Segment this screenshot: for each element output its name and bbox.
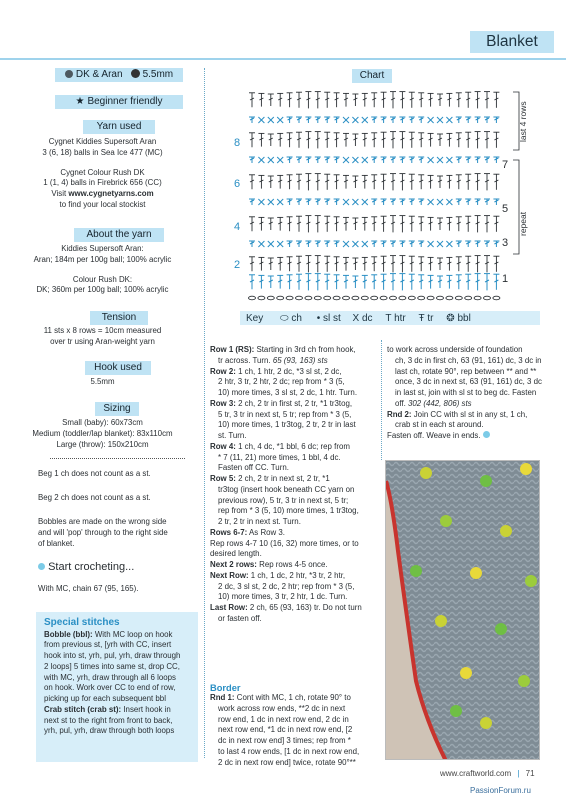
pattern-line [387, 410, 547, 421]
bobble-mark [495, 623, 507, 635]
hook-size-text: 5.5mm [90, 377, 115, 386]
row-text: ch, 3 dc in first ch, 63 (91, 161) dc, 3 dc in [395, 355, 542, 365]
row-label: Rows 6-7: [210, 527, 248, 537]
bobble-mark [420, 467, 432, 479]
bobble-line: from previous st, [yrh with CC, insert [44, 640, 172, 650]
pattern-line [210, 603, 380, 614]
row-text: 2 dc, 3 sl st, 2 dc, 2 htr; rep from * 3 (5, [218, 581, 355, 591]
pattern-line [387, 420, 547, 431]
row-text: work across row ends, **2 dc in next [218, 703, 346, 713]
pattern-line [210, 614, 380, 625]
pattern-line [210, 377, 380, 388]
pattern-line [210, 410, 380, 421]
sizing-label: Sizing [95, 402, 139, 416]
crab-def [44, 705, 199, 716]
bobble-mark [520, 463, 532, 475]
special-title: Special stitches [44, 617, 120, 628]
pattern-line [210, 528, 380, 539]
bobble-mark [480, 717, 492, 729]
row-text: 10) more times, 3 tr, 2 htr, 1 dc. Turn. [218, 592, 348, 602]
pattern-line [210, 388, 380, 399]
cygnet-url-link[interactable]: www.cygnetyarns.com [68, 189, 154, 198]
page-number: 71 [525, 769, 535, 778]
yarn-used-text [10, 137, 195, 211]
yarn-used-line: to find your local stockist [59, 199, 146, 209]
bobble-mark [518, 675, 530, 687]
pattern-line [210, 367, 380, 378]
bobble-mark [440, 515, 452, 527]
page-title: Blanket [470, 31, 554, 53]
crochet-chart [230, 84, 550, 308]
pattern-rows-right [387, 345, 547, 442]
key-ch: ch [291, 313, 302, 324]
start-text: With MC, chain 67 (95, 165). [38, 584, 139, 593]
pattern-line [210, 725, 380, 736]
row-text: Join CC with sl st in any st, 1 ch, [411, 409, 528, 419]
bobble-def [44, 630, 199, 641]
tr-icon: Ŧ [418, 313, 425, 324]
htr-icon: T [385, 313, 392, 324]
bobble-mark [480, 475, 492, 487]
pattern-line [210, 539, 380, 550]
row-text: last ch, rotate 90°, rep between ** and ** [395, 366, 537, 376]
pattern-line [210, 517, 380, 528]
yarn-used-line: Cygnet Colour Rush DK [60, 167, 145, 177]
footer-site[interactable]: www.craftworld.com [440, 769, 512, 778]
row-text: Rep rows 4-7 10 (16, 32) more times, or to [210, 538, 359, 548]
yarn-used-line: 1 (1, 4) balls in Firebrick 656 (CC) [43, 178, 162, 188]
row-text: * 7 (11, 21) more times, 1 bbl, 4 dc. [218, 452, 341, 462]
crab-line: yrh, pul, yrh, draw through both loops [44, 726, 175, 736]
bobble-line: 2 loops] 5 times into same st, drop CC, [44, 661, 180, 671]
pattern-line [210, 506, 380, 517]
pattern-line [210, 715, 380, 726]
row-text: Fasten off CC. Turn. [218, 463, 289, 473]
row-number-4: 4 [234, 221, 241, 233]
bobble-mark [450, 705, 462, 717]
row-label: Next 2 rows: [210, 560, 257, 569]
hook-used-label: Hook used [85, 361, 151, 375]
bobble-line: With MC loop on hook [92, 629, 173, 639]
row-text: 10) more times, 1 tr3tog, 2 tr, 2 tr in last [218, 420, 356, 430]
pattern-line [210, 485, 380, 496]
row-label: Rnd 1: [210, 693, 235, 702]
pattern-line [210, 474, 380, 485]
row-text: once, 3 dc in next st, 63 (91, 161) dc, 3 dc [395, 377, 542, 387]
row-number-5: 5 [502, 203, 509, 215]
bobble-mark [410, 565, 422, 577]
pattern-line [210, 736, 380, 747]
chain-icon: ⬭ [280, 313, 289, 324]
key-bbl: bbl [457, 313, 471, 324]
yarn-weight-text: DK & Aran [75, 69, 123, 80]
pattern-line [210, 431, 380, 442]
border-rows [210, 693, 380, 768]
row-label: Row 1 (RS): [210, 345, 255, 354]
star-icon: ★ [75, 96, 85, 107]
pattern-line [210, 747, 380, 758]
row-text: 2 tr, 2 tr in next st. Turn. [218, 517, 301, 526]
row-text: 10) more times, 3 sl st, 2 dc, 1 htr. Turn. [218, 388, 358, 397]
pattern-line [210, 693, 380, 704]
footer-sep: | [517, 769, 520, 778]
row-number-6: 6 [234, 178, 241, 190]
row-label: Row 5: [210, 474, 236, 483]
bullet-icon [38, 563, 45, 570]
sizing-line: Large (throw): 150x210cm [56, 439, 149, 449]
pattern-line [210, 496, 380, 507]
pattern-line [387, 399, 547, 410]
dc-icon: X [352, 313, 360, 324]
row-text: dc in next row end] 3 times; rep from * [218, 736, 351, 745]
about-line: Colour Rush DK: [72, 274, 133, 284]
pattern-line [387, 388, 547, 399]
row-text: rep from * 3 (5, 10) more times, 1 tr3tog, [218, 506, 359, 516]
skill-label [55, 95, 183, 109]
row-text: row end, 1 dc in next row end, 2 dc in [218, 714, 349, 724]
stitch-count: 65 (93, 163) sts [272, 355, 328, 365]
yarn-used-line [10, 189, 195, 200]
note-line: of blanket. [38, 538, 75, 548]
row-text: Rep rows 4-5 once. [256, 560, 328, 569]
pattern-line [387, 367, 547, 378]
row-label: Last Row: [210, 603, 248, 612]
about-line: Aran; 184m per 100g ball; 100% acrylic [33, 254, 172, 264]
row-text: 2 dc in next row end] twice, rotate 90°** [218, 757, 356, 767]
pattern-line [210, 399, 380, 410]
row-text: Cont with MC, 1 ch, rotate 90° to [234, 693, 351, 702]
pattern-rows [210, 345, 380, 625]
pattern-line [210, 420, 380, 431]
row-text: or fasten off. [218, 613, 262, 623]
side-label-repeat: repeat [518, 211, 528, 236]
row-number-1: 1 [502, 273, 509, 285]
row-label: Next Row: [210, 570, 249, 580]
key-slst: sl st [322, 313, 341, 324]
row-text: st. Turn. [218, 431, 247, 440]
bobble-line: on hook. Work over CC to end of row, [44, 683, 176, 693]
stitch-count: 302 (442, 806) sts [408, 398, 472, 408]
pattern-line [210, 463, 380, 474]
row-label: Rnd 2: [387, 409, 412, 419]
pattern-line [210, 549, 380, 560]
pattern-line [210, 571, 380, 582]
crab-line: next st to the right from front to back, [44, 715, 173, 725]
row-text: 5 tr, 3 tr in next st, 5 tr; rep from * 3 (5, [218, 409, 352, 419]
yarn-used-line: 3 (6, 18) balls in Sea Ice 477 (MC) [42, 147, 163, 157]
bobble-line: with MC, yrh, draw through all 6 loops [44, 672, 177, 682]
pattern-line [210, 704, 380, 715]
chart-label: Chart [352, 69, 392, 83]
sizing-line: Small (baby): 60x73cm [62, 418, 143, 427]
tension-line: 11 sts x 8 rows = 10cm measured [43, 326, 162, 335]
row-text: 1 ch, 4 dc, *1 bbl, 6 dc; rep from [235, 441, 350, 451]
header-rule [0, 58, 566, 60]
pattern-line [210, 758, 380, 769]
footer [440, 769, 535, 780]
column-divider-right [381, 340, 382, 460]
yarn-weight-label [55, 68, 183, 82]
row-text: next row end, *1 dc in next row end, [2 [218, 725, 353, 735]
pattern-line [387, 345, 547, 356]
note-line: and will 'pop' through to the right side [38, 527, 168, 537]
pattern-line [210, 560, 380, 571]
row-text: 2 ch, 2 tr in next st, 2 tr, *1 [235, 474, 330, 483]
column-divider [204, 68, 205, 758]
side-label-last: last 4 rows [518, 101, 528, 142]
divider [50, 458, 185, 459]
row-text: desired length. [210, 549, 262, 559]
yarn-used-label: Yarn used [83, 120, 155, 134]
bobble-icon: ❂ [446, 313, 455, 324]
about-yarn-label: About the yarn [74, 228, 164, 242]
start-heading-text: Start crocheting... [48, 561, 135, 573]
tension-label: Tension [90, 311, 148, 325]
bobble-line: picking up for each subsequent bbl [44, 694, 166, 704]
row-text: to work across underside of foundation [387, 345, 523, 354]
sizing-text [10, 418, 195, 450]
yarn-ball-icon [65, 70, 73, 78]
note-line: Bobbles are made on the wrong side [38, 517, 167, 526]
row-text: Fasten off. Weave in ends. [387, 431, 483, 440]
hook-icon [131, 69, 140, 78]
row-text: tr across. Turn. [218, 355, 273, 365]
crab-label: Crab stitch (crab st): [44, 704, 122, 714]
row-number-8: 8 [234, 137, 241, 149]
border-heading-text: Border [210, 683, 241, 693]
bobble-line: hook into st, yrh, pul, yrh, draw through [44, 651, 181, 661]
key-dc: dc [362, 313, 373, 324]
pattern-line [387, 377, 547, 388]
row-text: 1 ch, 1 htr, 2 dc, *3 sl st, 2 dc, [235, 366, 342, 376]
bobble-label: Bobble (bbl): [44, 629, 93, 639]
row-label: Row 2: [210, 366, 236, 376]
row-text: crab st in each st around. [395, 420, 484, 430]
pattern-line [210, 592, 380, 603]
pattern-line [210, 356, 380, 367]
key-htr: htr [394, 313, 406, 324]
row-number-2: 2 [234, 259, 241, 271]
blanket-photo-image [386, 461, 540, 760]
pattern-line [210, 442, 380, 453]
about-line: DK; 360m per 100g ball; 100% acrylic [36, 285, 169, 295]
row-text: previous row), 5 tr, 3 tr in next st, 5 tr; [218, 495, 349, 505]
tension-line: over tr using Aran-weight yarn [50, 336, 155, 346]
key-tr: tr [427, 313, 434, 324]
hook-size-text: 5.5mm [142, 69, 174, 80]
pattern-line [387, 356, 547, 367]
bobble-mark [435, 615, 447, 627]
visit-text: Visit [51, 189, 69, 198]
row-number-7: 7 [502, 159, 509, 171]
note-3 [38, 517, 198, 549]
note-2: Beg 2 ch does not count as a st. [38, 493, 151, 502]
crab-line: Insert hook in [121, 704, 171, 714]
bobble-mark [460, 667, 472, 679]
row-text: 1 ch, 1 dc, 2 htr, *3 tr, 2 htr, [248, 570, 346, 580]
blanket-photo [385, 460, 540, 760]
pattern-line [210, 453, 380, 464]
row-text: off. [395, 398, 409, 408]
row-text: 2 htr, 3 tr, 2 htr, 2 dc; rep from * 3 (5, [218, 377, 345, 387]
row-text: to last 4 row ends, [1 dc in next row end, [218, 746, 360, 756]
bracket-repeat [513, 160, 519, 254]
row-text: tr3tog (insert hook beneath CC yarn on [218, 484, 355, 494]
end-bullet-icon [483, 431, 490, 438]
key-title: Key [246, 313, 264, 324]
sizing-line: Medium (toddler/lap blanket): 83x110cm [32, 428, 173, 438]
special-stitches [44, 616, 199, 737]
watermark: PassionForum.ru [470, 786, 531, 795]
row-text: in last st, join with sl st to beg dc. Fasten [395, 388, 537, 397]
about-line: Kiddies Supersoft Aran: [61, 244, 144, 253]
row-text: As Row 3. [247, 527, 285, 537]
note-1: Beg 1 ch does not count as a st. [38, 469, 151, 478]
pattern-line [387, 431, 547, 442]
start-heading [38, 560, 134, 575]
pattern-line [210, 345, 380, 356]
key-row [246, 312, 471, 325]
row-number-3: 3 [502, 237, 509, 249]
pattern-line [210, 582, 380, 593]
slst-icon: • [316, 313, 321, 324]
row-text: 2 ch, 65 (93, 163) tr. Do not turn [247, 603, 362, 612]
row-text: Starting in 3rd ch from hook, [254, 345, 356, 354]
row-text: 2 ch, 2 tr in first st, 2 tr, *1 tr3tog, [235, 398, 353, 408]
row-label: Row 4: [210, 441, 236, 451]
bobble-mark [525, 575, 537, 587]
bobble-mark [500, 525, 512, 537]
yarn-used-line: Cygnet Kiddies Supersoft Aran [48, 137, 157, 146]
tension-text [10, 326, 195, 348]
bobble-mark [470, 567, 482, 579]
about-yarn-text [10, 244, 195, 296]
skill-text: Beginner friendly [87, 96, 163, 107]
row-label: Row 3: [210, 398, 236, 408]
